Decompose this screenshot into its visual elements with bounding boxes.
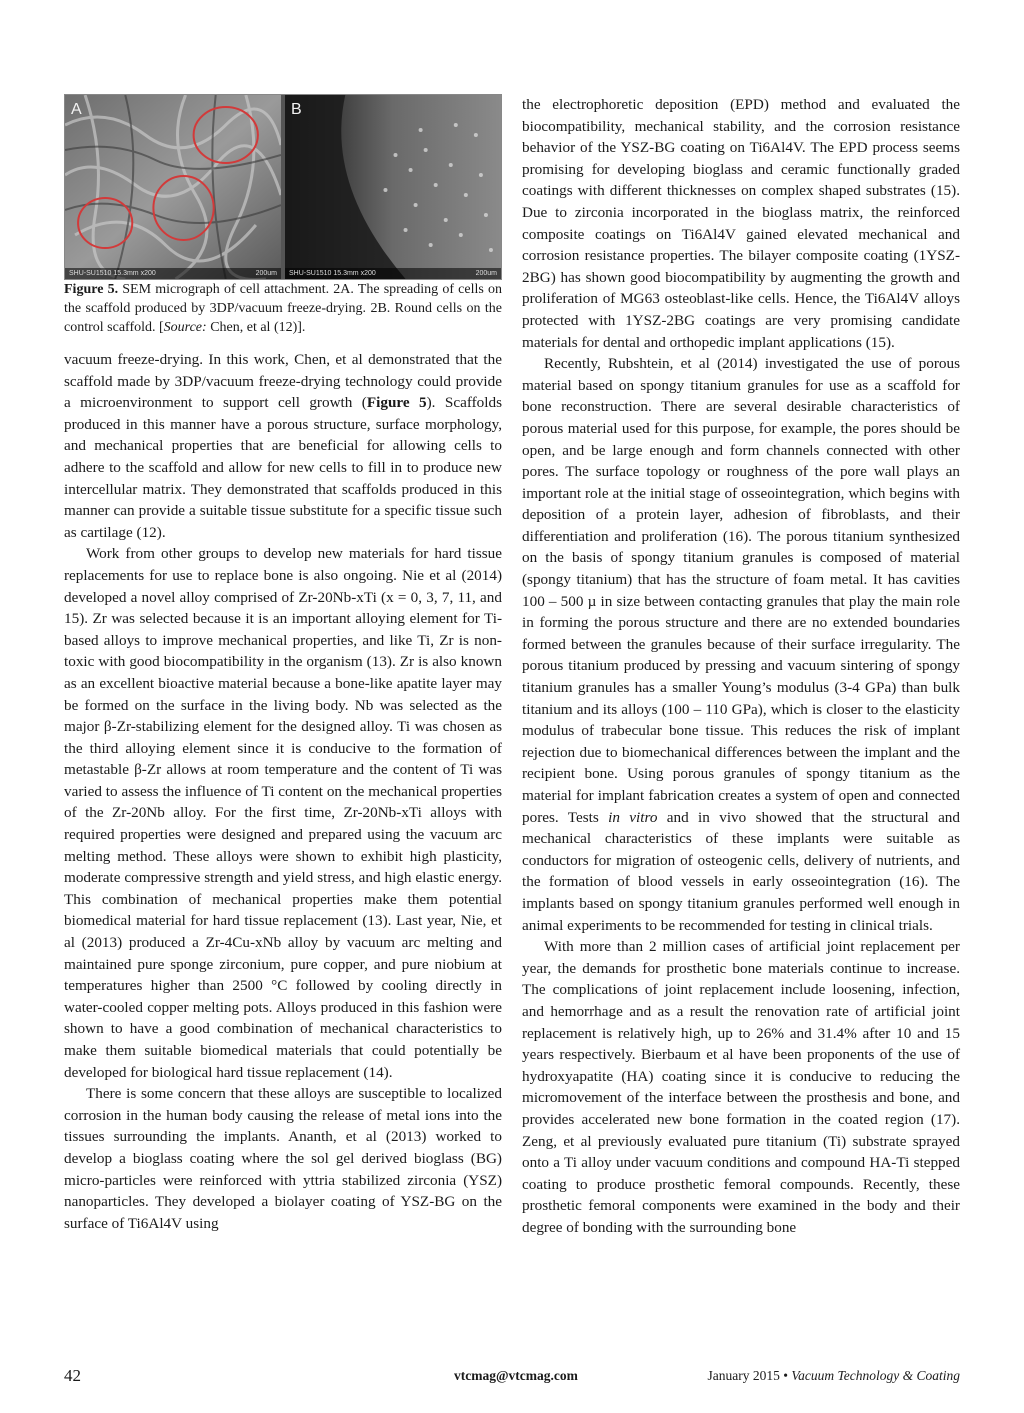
panel-b-scale-info: SHU-SU1510 15.3mm x200: [289, 270, 376, 277]
left-paragraph-1-a: vacuum freeze-drying. In this work, Chen, et al demonstrated that the scaffold made by 3DP/vacuum freeze-drying technology could provide a microenvironment to support cell growth (: [64, 351, 502, 412]
right-paragraph-3: With more than 2 million cases of artificial joint replacement per year, the demands for prosthetic bone materials continue to increase. The complications of joint replacement include loosening, infection, and hemorrhage and as a result the renovation rate of artificial joint replacement is relatively high, up to 26% and 31.4% after 10 and 15 years respectively. Bierbaum et al have been proponents of the use of hydroxyapatite (HA) coating since it is conducive to reducing the micromovement of the interface between the prosthesis and bone, and provides accelerated new bone formation in the coated region (17). Zeng, et al previously evaluated pure titanium (Ti) substrate sprayed onto a Ti alloy under vacuum conditions and compound HA-Ti stepped coating to produce prosthetic femoral compounds. Recently, these prosthetic femoral components were examined in the body and their degree of bonding with the surrounding bone: [522, 938, 960, 1236]
panel-b-scale-length: 200um: [475, 270, 497, 277]
panel-b-letter: B: [291, 101, 302, 118]
left-paragraph-1-b: ). Scaffolds produced in this manner have a porous structure, surface morphology, and mechanical properties that are beneficial for allowing cells to adhere to the scaffold and allow for new cells to fill in to produce new intercellular matrix. They demonstrated that scaffolds produced in this manner can provide a suitable tissue substitute for a specific tissue such as cartilage (12).: [64, 394, 502, 541]
figure-caption-source: Chen, et al (12)].: [206, 320, 306, 335]
footer-magazine: Vacuum Technology & Coating: [791, 1368, 960, 1383]
sem-image-b: [285, 95, 501, 279]
footer-bullet: •: [783, 1368, 788, 1383]
figure-caption-label: Figure 5.: [64, 282, 119, 297]
footer-issue: [708, 1368, 960, 1384]
right-paragraph-1: the electrophoretic deposition (EPD) method and evaluated the biocompatibility, mechanical stability, and the corrosion resistance behavior of the YSZ-BG coating on Ti6Al4V. The EPD process seems promising for developing bioglass and ceramic functionally graded coatings with different thicknesses on complex shaped substrates (15). Due to zirconia incorporated in the bioglass matrix, the reinforced composite coatings on Ti6Al4V gained elevated mechanical and corrosion resistance properties. The bilayer composite coating (1YSZ-2BG) has shown good biocompatibility by augmenting the growth and proliferation of MG63 osteoblast-like cells. Hence, the Ti6Al4V alloys protected with 1YSZ-2BG coatings are very promising candidate materials for dental and orthopedic implant applications (15).: [522, 96, 960, 351]
panel-a-letter: A: [71, 101, 82, 118]
footer-email: vtcmag@vtcmag.com: [454, 1368, 578, 1383]
sem-image-a-graphic: [65, 95, 281, 279]
right-paragraph-2-a: Recently, Rubshtein, et al (2014) investigated the use of porous material based on spongy titanium granules for use as a scaffold for bone reconstruction. There are several desirable characteristics of porous material used for this purpose, for example, the pores should be open, and be large enough and form channels connected with other pores. The surface topology or roughness of the pore wall plays an important role at the initial stage of osseointegration, which begins with deposition of a protein layer, adhesion of fibroblasts, and their differentiation and proliferation (16). The porous titanium synthesized on the basis of spongy titanium granules is composed of material (spongy titanium) that has the structure of foam metal. It has cavities 100 – 500 µ in size between contacting granules that play the main role in forming the porous structure and there are no extended boundaries formed between the granules because of their surface irregularity. The porous titanium produced by pressing and vacuum sintering of spongy titanium granules has a smaller Young’s modulus (3-4 GPa) than bulk titanium and its alloys (100 – 110 GPa), which is closer to the elasticity modulus of trabecular bone tissue. This reduces the risk of implant rejection due to biomechanical differences between the implant and the recipient bone. Using porous granules of spongy titanium as the material for implant fabrication creates a system of open and connected pores. Tests: [522, 355, 960, 826]
left-column: [64, 94, 502, 1234]
page-number: 42: [64, 1366, 81, 1385]
figure-5-reference: Figure 5: [366, 394, 427, 412]
figure-caption-text: SEM micrograph of cell attachment. 2A. The spreading of cells on the scaffold produced by 3DP/vacuum freeze-drying. 2B. Round cells on the control scaffold. [: [64, 282, 503, 335]
page-footer: [64, 1366, 960, 1386]
left-paragraph-3: There is some concern that these alloys are susceptible to localized corrosion in the human body causing the release of metal ions into the tissues surrounding the implants. Ananth, et al (2013) worked to develop a bioglass coating where the sol gel derived bioglass (BG) micro-particles were reinforced with yttria stabilized zirconia (YSZ) nanoparticles. They developed a biolayer coating of YSZ-BG on the surface of Ti6Al4V using: [64, 1085, 502, 1232]
right-column: [522, 94, 960, 1238]
panel-b-scalebar: [285, 268, 501, 279]
panel-a-scale-info: SHU-SU1510 15.3mm x200: [69, 270, 156, 277]
left-paragraph-2: Work from other groups to develop new materials for hard tissue replacements for use to replace bone is also ongoing. Nie et al (2014) developed a novel alloy comprised of Zr-20Nb-xTi (x = 0, 3, 7, 11, and 15). Zr was selected because it is an important alloying element for Ti-based alloys to improve mechanical properties, and like Ti, Zr is non-toxic with good biocompatibility in the organism (13). Zr is also known as an excellent bioactive material because a bone-like apatite layer may be formed on the surface in the living body. Nb was selected as the major β-Zr-stabilizing element for the designed alloy. Ti was chosen as the third alloying element since it is conducive to the formation of metastable β-Zr allows at room temperature and the content of Ti was varied to assess the influence of Ti content on the mechanical properties of the Zr-20Nb alloy. For the first time, Zr-20Nb-xTi alloys with required properties were designed and prepared using the vacuum arc melting method. These alloys were shown to exhibit high plasticity, moderate compressive strength and yield stress, and high elastic energy. This combination of mechanical properties make them potential biomedical material for hard tissue replacement (13). Last year, Nie, et al (2013) produced a Zr-4Cu-xNb alloy by vacuum arc melting and maintained pure sponge zirconium, pure copper, and pure niobium at temperatures higher than 2500 °C followed by cooling directly in water-cooled copper melting pots. Alloys produced in this fashion were shown to have a good combination of mechanical characteristics to make them suitable biomedical materials that could potentially be developed for biological hard tissue replacement (14).: [64, 545, 502, 1081]
right-paragraph-2-b: and in vivo showed that the structural and mechanical characteristics of these implants were suitable as conductors for migration of osteogenic cells, delivery of nutrients, and the formation of blood vessels in early osseointegration (16). The implants based on spongy titanium granules performed well enough in animal experiments to be recommended for testing in clinical trials.: [522, 808, 960, 934]
figure-caption: [64, 280, 502, 337]
left-paragraph-1: [64, 349, 502, 543]
panel-a-scalebar: [65, 268, 281, 279]
figure-caption-source-label: Source:: [163, 320, 207, 335]
right-paragraph-2: [522, 353, 960, 936]
panel-a-scale-length: 200um: [255, 270, 277, 277]
sem-image-a: [65, 95, 281, 279]
in-vitro-italic: in vitro: [608, 808, 658, 826]
footer-date: January 2015: [707, 1368, 780, 1383]
figure-images: [64, 94, 502, 280]
sem-image-b-graphic: [285, 95, 501, 279]
figure-5: [64, 94, 502, 337]
